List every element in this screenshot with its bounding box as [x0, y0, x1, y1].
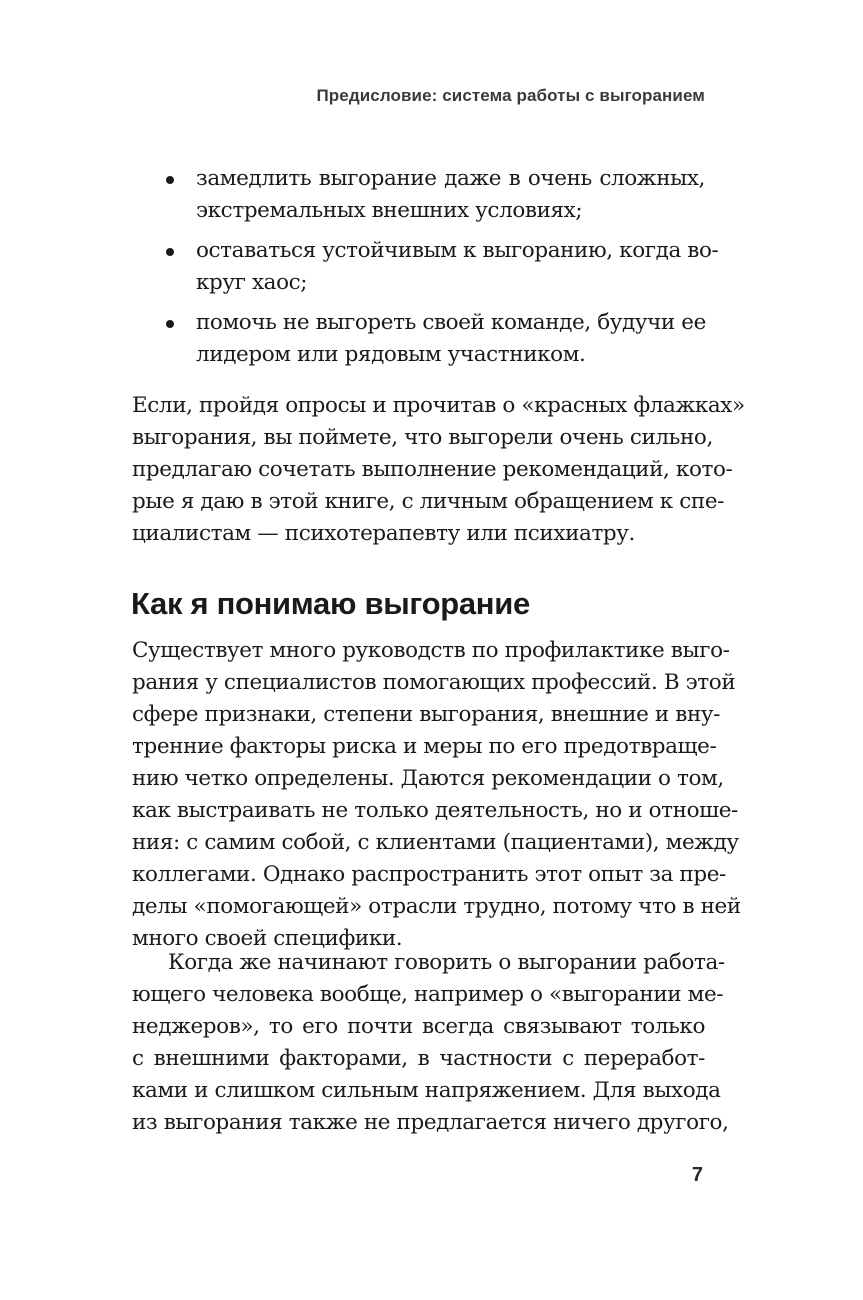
text-line: Когда же начинают говорить о выгорании работа-: [168, 950, 725, 975]
paragraph-specialists: [132, 390, 745, 550]
text-line: коллегами. Однако распространить этот опыт за пре-: [132, 862, 726, 887]
text-line: выгорания, вы поймете, что выгорели очень сильно,: [132, 425, 713, 450]
paragraph-managers: [132, 947, 729, 1139]
text-line: ками и слишком сильным напряжением. Для выхода: [132, 1078, 721, 1103]
text-line: лидером или рядовым участником.: [196, 342, 586, 367]
text-line: нию четко определены. Даются рекомендации о том,: [132, 766, 724, 791]
bullet-item: [132, 163, 705, 227]
text-line: круг хаос;: [196, 270, 308, 295]
text-line: помочь не выгореть своей команде, будучи ее: [196, 310, 706, 335]
text-line: оставаться устойчивым к выгоранию, когда во-: [196, 238, 719, 263]
text-line: с внешними факторами, в частности с переработ-: [132, 1046, 705, 1071]
bullet-dot-icon: [166, 320, 174, 328]
page-number: 7: [691, 1164, 703, 1186]
paragraph-guides: [132, 635, 741, 955]
text-line: экстремальных внешних условиях;: [196, 198, 583, 223]
text-line: ющего человека вообще, например о «выгорании ме-: [132, 982, 724, 1007]
text-line: рые я даю в этой книге, с личным обращением к спе-: [132, 489, 725, 514]
text-line: сфере признаки, степени выгорания, внешние и вну-: [132, 702, 721, 727]
bullet-dot-icon: [166, 176, 174, 184]
text-line: неджеров», то его почти всегда связывают только: [132, 1014, 705, 1039]
text-line: из выгорания также не предлагается ничего другого,: [132, 1110, 729, 1135]
bullet-list: [132, 163, 719, 379]
text-line: Если, пройдя опросы и прочитав о «красных флажках»: [132, 393, 745, 418]
bullet-dot-icon: [166, 248, 174, 256]
text-line: много своей специфики.: [132, 926, 403, 951]
running-header: Предисловие: система работы с выгоранием: [316, 86, 705, 105]
text-line: как выстраивать не только деятельность, но и отноше-: [132, 798, 738, 823]
section-heading: Как я понимаю выгорание: [131, 586, 530, 621]
text-line: делы «помогающей» отрасли трудно, потому что в ней: [132, 894, 741, 919]
text-line: циалистам — психотерапевту или психиатру.: [132, 521, 635, 546]
text-line: рания у специалистов помогающих профессий. В этой: [132, 670, 736, 695]
bullet-item: [132, 235, 719, 299]
text-line: ния: с самим собой, с клиентами (пациентами), между: [132, 830, 739, 855]
text-line: тренние факторы риска и меры по его предотвраще-: [132, 734, 717, 759]
text-line: предлагаю сочетать выполнение рекомендаций, кото-: [132, 457, 733, 482]
text-line: замедлить выгорание даже в очень сложных,: [196, 166, 705, 191]
text-line: Существует много руководств по профилактике выго-: [132, 638, 730, 663]
bullet-item: [132, 307, 705, 371]
